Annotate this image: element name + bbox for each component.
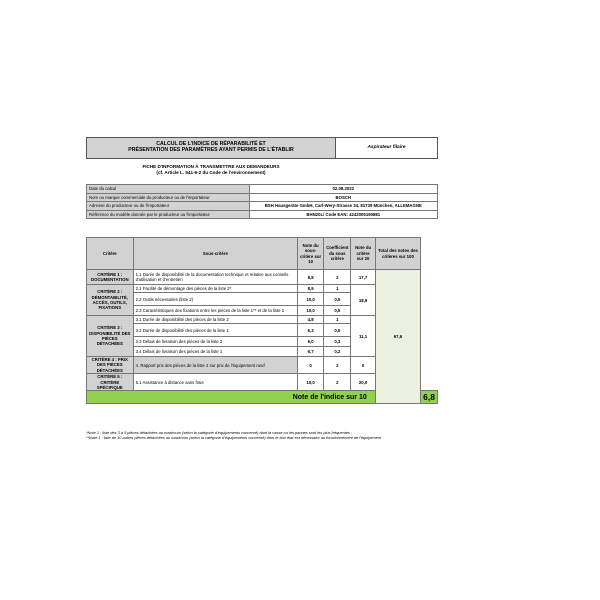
sub-note: 10,0 <box>298 293 324 306</box>
info-row <box>87 185 438 194</box>
sub-criterion: 2.1 Facilité de démontage des pièces de la liste 2* <box>133 285 297 293</box>
fiche-line2: (cf. Article L. 541-9-2 du Code de l'environnement) <box>156 170 266 175</box>
fiche-line1: FICHE D'INFORMATION À TRANSMETTRE AUX DEMANDEURS <box>142 164 280 169</box>
header-sous-critere: Sous-critère <box>133 238 297 270</box>
criteria-table <box>86 237 438 404</box>
footnotes <box>86 430 438 440</box>
sub-coef: 1 <box>324 285 351 293</box>
sub-coef: 1 <box>324 316 351 324</box>
criterion-label: CRITÈRE 2 : DÉMONTABILITÉ, ACCÈS, OUTILS, FIXATIONS <box>87 285 134 316</box>
sub-criterion: 1.1 Durée de disponibilité de la documentation technique et relative aux conseils d'utilisation et d'entretien <box>133 270 297 285</box>
criterion-label: CRITÈRE 4 : PRIX DES PIÈCES DÉTACHÉES <box>87 357 134 374</box>
header-coefficient: Coefficient du sous critère <box>324 238 351 270</box>
criterion-score: 11,1 <box>351 316 375 357</box>
sub-coef: 0,5 <box>324 293 351 306</box>
info-value: BSH Hausgeräte GmbH, Carl-Wery-Strasse 34, 81739 München, ALLEMAGNE <box>249 202 437 211</box>
fiche-heading <box>86 164 336 176</box>
info-row <box>87 193 438 202</box>
header-note-critere: Note du critère sur 20 <box>351 238 375 270</box>
sub-criterion: 3.2 Durée de disponibilité des pièces de la liste 1 <box>133 324 297 337</box>
info-row <box>87 210 438 219</box>
footnote-1: *Note 1 : liste des 3 à 5 pièces détachées au maximum (selon la catégorie d'équipements concerné) dont la casse ou les pannes sont les plus fréquentes ; <box>86 430 353 435</box>
criterion-score: 0 <box>351 357 375 374</box>
criteria-header-row <box>87 238 438 270</box>
sub-note: 8,8 <box>298 270 324 285</box>
criterion-label: CRITÈRE 1 : DOCUMENTATION <box>87 270 134 285</box>
table-row <box>87 270 438 285</box>
info-value: BHN20L/ Code EAN: 4242005190881 <box>249 210 437 219</box>
sub-note: 8,9 <box>298 285 324 293</box>
sub-coef: 0,5 <box>324 306 351 316</box>
sub-coef: 0,2 <box>324 347 351 357</box>
sub-criterion: 2.3 Caractéristiques des fixations entre les pièces de la liste 1** et de la liste 2 <box>133 306 297 316</box>
info-label: Référence du modèle donnée par le producteur ou l'importateur <box>87 210 250 219</box>
sub-note: 10,0 <box>298 306 324 316</box>
info-label: Adresse du producteur ou de l'importateur <box>87 202 250 211</box>
info-label: Nom ou marque commerciale du producteur ou de l'importateur <box>87 193 250 202</box>
sheet-title <box>86 137 336 159</box>
sub-criterion: 2.2 Outils nécessaires (liste 2) <box>133 293 297 306</box>
index-label: Note de l'indice sur 10 <box>87 391 376 404</box>
sub-note: 0 <box>298 357 324 374</box>
sub-note: 10,0 <box>298 374 324 391</box>
info-value: 02.08.2022 <box>249 185 437 194</box>
footnote-2: **Note 1 : liste de 10 autres pièces détachées au maximum (selon la catégorie d'équipements concerné) dont le bon état est nécessaire au fonctionnement de l'équipement <box>86 435 382 440</box>
sub-note: 6,3 <box>298 324 324 337</box>
product-type: Aspirateur filaire <box>336 137 438 159</box>
header-total: Total des notes des critères sur 100 <box>375 238 420 270</box>
info-value: BOSCH <box>249 193 437 202</box>
info-row <box>87 202 438 211</box>
sub-coef: 0,3 <box>324 337 351 347</box>
sub-criterion: 3.1 Durée de disponibilité des pièces de la liste 2 <box>133 316 297 324</box>
criterion-score: 18,9 <box>351 285 375 316</box>
info-table <box>86 184 438 219</box>
criterion-score: 17,7 <box>351 270 375 285</box>
criterion-label: CRITÈRE 3 : DISPONIBILITÉ DES PIÈCES DÉTACHÉES <box>87 316 134 357</box>
sub-criterion: 3.4 Délais de livraison des pièces de la liste 1 <box>133 347 297 357</box>
sub-criterion: 5.1 Assistance à distance sans frais <box>133 374 297 391</box>
criterion-label: CRITÈRE 5 : CRITÈRE SPÉCIFIQUE <box>87 374 134 391</box>
sub-note: 6,7 <box>298 347 324 357</box>
sheet-title-line1: CALCUL DE L'INDICE DE RÉPARABILITÉ ET <box>156 141 266 147</box>
sub-coef: 2 <box>324 357 351 374</box>
sub-criterion: 4. Rapport prix des pièces de la liste 2 sur prix de l'équipement neuf <box>133 357 297 374</box>
sub-note: 6,0 <box>298 337 324 347</box>
sub-criterion: 3.3 Délais de livraison des pièces de la liste 2 <box>133 337 297 347</box>
index-value: 6,8 <box>421 391 438 404</box>
sub-coef: 2 <box>324 374 351 391</box>
sub-note: 4,8 <box>298 316 324 324</box>
criterion-score: 20,0 <box>351 374 375 391</box>
total-score: 67,6 <box>375 270 420 404</box>
sub-coef: 0,5 <box>324 324 351 337</box>
sheet-title-line2: PRÉSENTATION DES PARAMÈTRES AYANT PERMIS DE L'ÉTABLIR <box>128 147 294 154</box>
sub-coef: 2 <box>324 270 351 285</box>
header-critere: Critère <box>87 238 134 270</box>
info-label: Date du calcul <box>87 185 250 194</box>
header-note-sous-critere: Note du sous-critère sur 10 <box>298 238 324 270</box>
